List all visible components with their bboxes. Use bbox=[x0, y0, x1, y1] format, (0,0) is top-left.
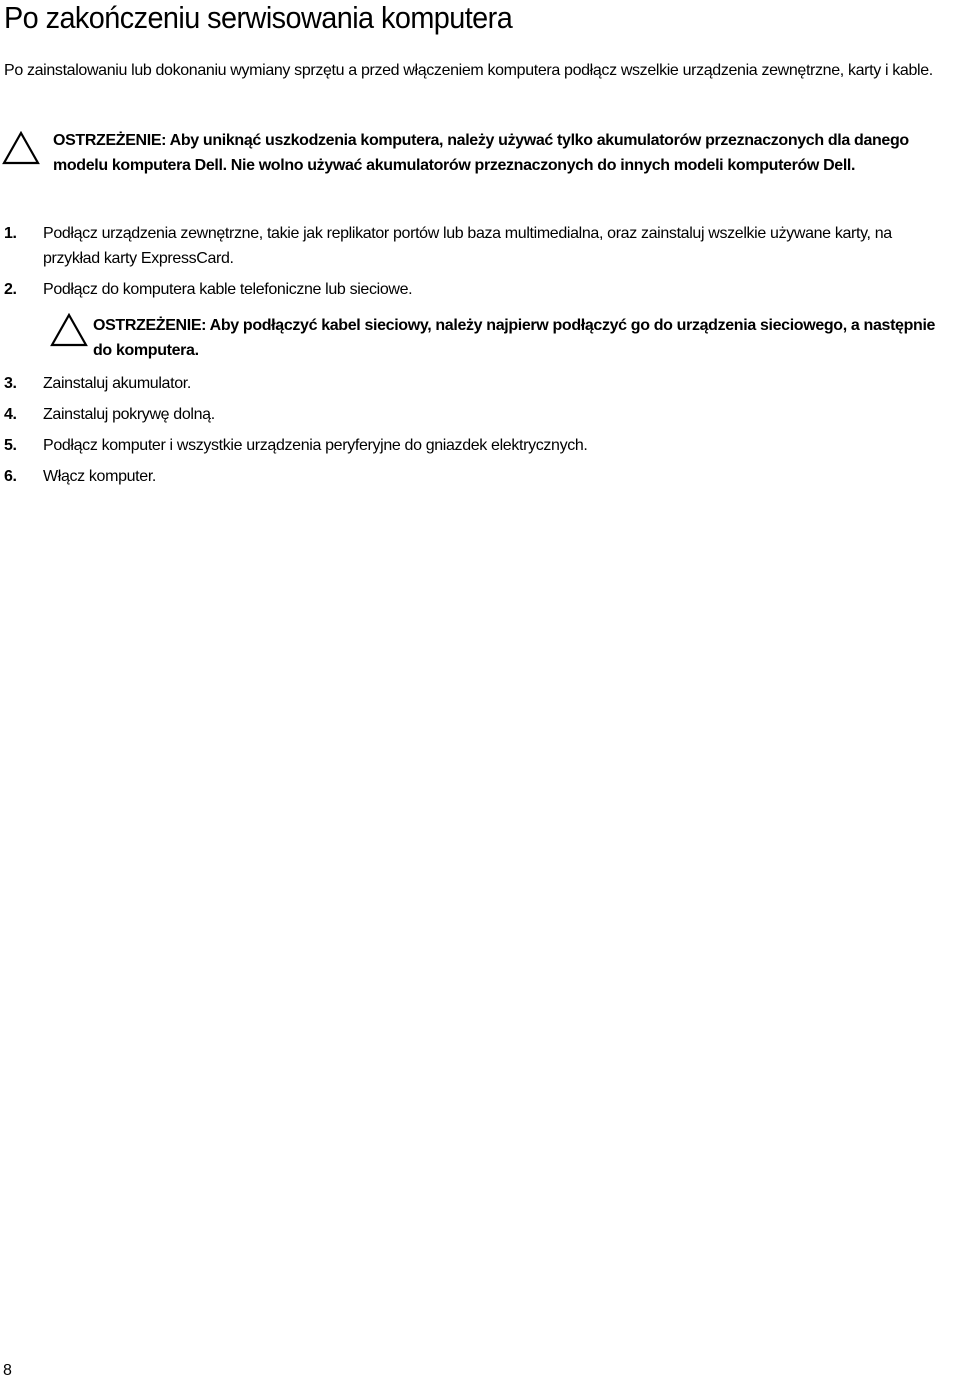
step-number: 6. bbox=[4, 468, 17, 485]
step-number: 5. bbox=[4, 437, 17, 454]
warning-triangle-icon bbox=[50, 313, 88, 347]
warning-text: OSTRZEŻENIE: Aby podłączyć kabel sieciowy, należy najpierw podłączyć go do urządzenia sieciowego, a następnie do komputera. bbox=[93, 317, 936, 359]
warning-triangle-icon bbox=[2, 131, 40, 165]
step-number: 3. bbox=[4, 375, 17, 392]
list-item bbox=[4, 371, 954, 396]
step-number: 2. bbox=[4, 281, 17, 298]
step-text: Podłącz komputer i wszystkie urządzenia peryferyjne do gniazdek elektrycznych. bbox=[43, 437, 588, 454]
list-item bbox=[4, 402, 954, 427]
page-number: 8 bbox=[3, 1362, 12, 1379]
warning-battery bbox=[0, 128, 960, 206]
list-item bbox=[4, 277, 954, 302]
list-item bbox=[4, 464, 954, 489]
step-text: Zainstaluj pokrywę dolną. bbox=[43, 406, 215, 423]
step-text: Włącz komputer. bbox=[43, 468, 157, 485]
step-number: 4. bbox=[4, 406, 17, 423]
list-item bbox=[4, 433, 954, 458]
page-title: Po zakończeniu serwisowania komputera bbox=[4, 0, 513, 35]
warning-network-cable bbox=[0, 313, 960, 365]
warning-text: OSTRZEŻENIE: Aby uniknąć uszkodzenia komputera, należy używać tylko akumulatorów przeznaczonych dla danego modelu komputera Dell. Nie wolno używać akumulatorów przeznaczonych do innych modeli komputerów Dell. bbox=[53, 132, 909, 174]
step-text: Podłącz urządzenia zewnętrzne, takie jak replikator portów lub baza multimedialna, oraz zainstaluj wszelkie używane karty, na przykład karty ExpressCard. bbox=[43, 225, 892, 267]
step-text: Podłącz do komputera kable telefoniczne lub sieciowe. bbox=[43, 281, 413, 298]
list-item bbox=[4, 221, 954, 271]
intro-paragraph: Po zainstalowaniu lub dokonaniu wymiany sprzętu a przed włączeniem komputera podłącz wszelkie urządzenia zewnętrzne, karty i kable. bbox=[4, 62, 933, 79]
step-text: Zainstaluj akumulator. bbox=[43, 375, 191, 392]
step-number: 1. bbox=[4, 225, 17, 242]
